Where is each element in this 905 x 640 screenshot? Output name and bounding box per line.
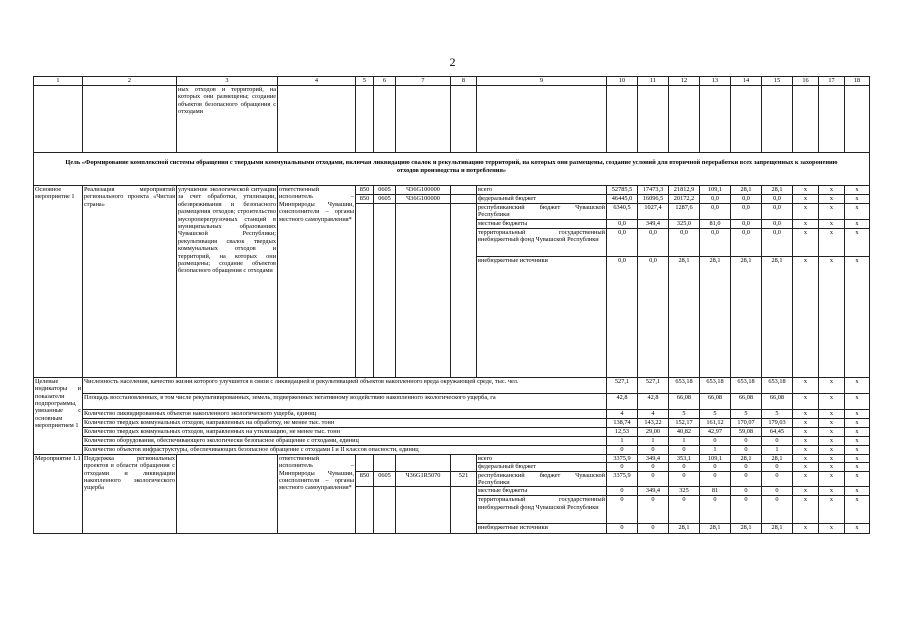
value-cell: 28,1 bbox=[731, 454, 762, 462]
value-cell: 152,17 bbox=[669, 418, 700, 427]
value-cell: x bbox=[845, 427, 870, 436]
indicator-row bbox=[34, 393, 870, 409]
table-cell bbox=[793, 86, 819, 153]
value-cell: 0 bbox=[607, 524, 638, 534]
budget-code: Ч36G100000 bbox=[396, 186, 451, 195]
value-cell: x bbox=[845, 228, 870, 256]
column-header: 13 bbox=[700, 77, 731, 86]
value-cell: 28,1 bbox=[762, 186, 793, 195]
value-cell: x bbox=[819, 256, 845, 377]
value-cell: 0 bbox=[731, 463, 762, 471]
value-cell: x bbox=[819, 409, 845, 418]
table-cell bbox=[819, 86, 845, 153]
value-cell: 16096,5 bbox=[638, 195, 669, 204]
value-cell: 81 bbox=[700, 487, 731, 496]
funding-source: местные бюджеты bbox=[477, 219, 607, 228]
funding-source: федеральный бюджет bbox=[477, 463, 607, 471]
table-cell bbox=[374, 86, 396, 153]
budget-code bbox=[451, 186, 477, 195]
value-cell: 170,07 bbox=[731, 418, 762, 427]
value-cell: 179,03 bbox=[762, 418, 793, 427]
value-cell: 0 bbox=[731, 471, 762, 487]
value-cell: x bbox=[845, 256, 870, 377]
table-cell bbox=[396, 454, 451, 471]
value-cell: x bbox=[845, 195, 870, 204]
value-cell: x bbox=[819, 195, 845, 204]
value-cell: 0 bbox=[607, 463, 638, 471]
responsible-executor: ответственный исполнитель – Минприроды Чувашии, соисполнители – органы местного самоуправления* bbox=[278, 186, 356, 378]
value-cell: x bbox=[845, 418, 870, 427]
value-cell: x bbox=[793, 436, 819, 445]
value-cell: 0 bbox=[762, 471, 793, 487]
funding-source: всего bbox=[477, 454, 607, 462]
value-cell: 28,1 bbox=[731, 256, 762, 377]
value-cell: x bbox=[793, 204, 819, 220]
value-cell: 1 bbox=[638, 436, 669, 445]
table-cell bbox=[356, 487, 374, 534]
value-cell: 28,1 bbox=[669, 524, 700, 534]
value-cell: 66,08 bbox=[700, 393, 731, 409]
value-cell: 0,0 bbox=[669, 228, 700, 256]
budget-code: 0605 bbox=[374, 186, 396, 195]
funding-source: территориальный государственный внебюджетный фонд Чувашской Республики bbox=[477, 228, 607, 256]
table-cell bbox=[374, 204, 396, 378]
value-cell: x bbox=[819, 427, 845, 436]
table-cell bbox=[731, 86, 762, 153]
event-name: Основное мероприятие 1 bbox=[34, 186, 83, 378]
funding-source: местные бюджеты bbox=[477, 487, 607, 496]
value-cell: x bbox=[845, 445, 870, 454]
indicator-text: Количество оборудования, обеспечивающего экологически безопасное обращение с отходами, единиц bbox=[83, 436, 607, 445]
value-cell: x bbox=[819, 454, 845, 462]
event-description: Поддержка региональных проектов в области обращения с отходами и ликвидации накопленного экологического ущерба bbox=[83, 454, 177, 534]
value-cell: x bbox=[793, 496, 819, 524]
value-cell: 0,0 bbox=[638, 228, 669, 256]
budget-code: 0605 bbox=[374, 195, 396, 204]
value-cell: 353,1 bbox=[669, 454, 700, 462]
indicator-text: Количество ликвидированных объектов накопленного экологического ущерба, единиц bbox=[83, 409, 607, 418]
value-cell: 0,0 bbox=[762, 219, 793, 228]
value-cell: 0 bbox=[607, 445, 638, 454]
page-number: 2 bbox=[449, 55, 456, 69]
value-cell: 29,00 bbox=[638, 427, 669, 436]
value-cell: 42,8 bbox=[607, 393, 638, 409]
budget-code bbox=[451, 195, 477, 204]
indicator-text: Численность населения, качество жизни которого улучшится в связи с ликвидацией и рекультивацией объектов накопленного вреда окружающей среде, тыс. чел. bbox=[83, 377, 607, 393]
value-cell: 52785,5 bbox=[607, 186, 638, 195]
value-cell: x bbox=[793, 393, 819, 409]
value-cell: 0 bbox=[669, 445, 700, 454]
column-header: 5 bbox=[356, 77, 374, 86]
value-cell: x bbox=[819, 524, 845, 534]
responsible-executor: ответственный исполнитель – Минприроды Чувашии, соисполнители – органы местного самоуправления* bbox=[278, 454, 356, 534]
value-cell: 28,1 bbox=[669, 256, 700, 377]
value-cell: 0 bbox=[700, 436, 731, 445]
indicator-row bbox=[34, 427, 870, 436]
goal-heading: Цель «Формирование комплексной системы обращения с твердыми коммунальными отходами, включая ликвидацию свалок и рекультивацию территорий, на которых они размещены, создание условий для вторичной переработки всех запрещенных к захоронению отходов производства и потребления» bbox=[34, 153, 870, 186]
value-cell: 1 bbox=[669, 436, 700, 445]
event-result: улучшение экологической ситуации за счет обработки, утилизации, обезвреживания и безопасного размещения отходов; строительство мусороперегрузочных станций в муниципальных образованиях Чувашской Республики; рекультивация свалок твердых коммунальных отходов и территорий, на которых они размещены; создание объектов безопасного обращения с отходами bbox=[177, 186, 278, 378]
table-cell bbox=[356, 204, 374, 378]
value-cell: x bbox=[819, 496, 845, 524]
value-cell: x bbox=[793, 445, 819, 454]
value-cell: 0 bbox=[607, 496, 638, 524]
indicator-row bbox=[34, 436, 870, 445]
value-cell: 3375,9 bbox=[607, 471, 638, 487]
table-cell bbox=[374, 454, 396, 471]
value-cell: x bbox=[819, 436, 845, 445]
value-cell: 0,0 bbox=[700, 204, 731, 220]
indicator-text: Количество твердых коммунальных отходов, направленных на обработку, не менее тыс. тонн bbox=[83, 418, 607, 427]
value-cell: 1287,6 bbox=[669, 204, 700, 220]
value-cell: x bbox=[819, 228, 845, 256]
value-cell: x bbox=[793, 409, 819, 418]
value-cell: x bbox=[819, 418, 845, 427]
indicator-text: Площадь восстановленных, в том числе рекультивированных, земель, подверженных негативному воздействию накопленного экологического ущерба, га bbox=[83, 393, 607, 409]
value-cell: 109,1 bbox=[700, 186, 731, 195]
event-result bbox=[177, 454, 278, 534]
value-cell: 0 bbox=[669, 471, 700, 487]
funding-source: территориальный государственный внебюджетный фонд Чувашской Республики bbox=[477, 496, 607, 524]
value-cell: x bbox=[819, 377, 845, 393]
table-cell bbox=[845, 86, 870, 153]
indicator-row bbox=[34, 377, 870, 393]
value-cell: 28,1 bbox=[762, 256, 793, 377]
value-cell: 138,74 bbox=[607, 418, 638, 427]
table-cell bbox=[638, 86, 669, 153]
column-header: 6 bbox=[374, 77, 396, 86]
value-cell: 653,18 bbox=[700, 377, 731, 393]
value-cell: x bbox=[793, 418, 819, 427]
value-cell: 28,1 bbox=[731, 186, 762, 195]
value-cell: 4 bbox=[638, 409, 669, 418]
value-cell: 66,08 bbox=[762, 393, 793, 409]
budget-code: 850 bbox=[356, 471, 374, 487]
table-cell bbox=[396, 487, 451, 534]
table-cell bbox=[278, 86, 356, 153]
indicator-row bbox=[34, 445, 870, 454]
value-cell: 5 bbox=[762, 409, 793, 418]
value-cell: 42,8 bbox=[638, 393, 669, 409]
value-cell: 0 bbox=[731, 496, 762, 524]
value-cell: 653,18 bbox=[669, 377, 700, 393]
column-header: 9 bbox=[477, 77, 607, 86]
column-header: 8 bbox=[451, 77, 477, 86]
value-cell: 0 bbox=[762, 496, 793, 524]
value-cell: 81,0 bbox=[700, 219, 731, 228]
value-cell: 349,4 bbox=[638, 487, 669, 496]
table-cell bbox=[669, 86, 700, 153]
value-cell: 0,0 bbox=[607, 228, 638, 256]
value-cell: x bbox=[793, 487, 819, 496]
table-cell bbox=[374, 487, 396, 534]
column-header: 10 bbox=[607, 77, 638, 86]
value-cell: 0,0 bbox=[607, 219, 638, 228]
value-cell: x bbox=[793, 219, 819, 228]
event-description: Реализация мероприятий регионального проекта «Чистая страна» bbox=[83, 186, 177, 378]
table-cell bbox=[34, 86, 83, 153]
value-cell: 0 bbox=[638, 471, 669, 487]
column-header: 14 bbox=[731, 77, 762, 86]
table-cell bbox=[356, 454, 374, 471]
table-cell bbox=[451, 86, 477, 153]
table-cell bbox=[451, 204, 477, 378]
table-cell bbox=[607, 86, 638, 153]
value-cell: 5 bbox=[669, 409, 700, 418]
funding-source: республиканский бюджет Чувашской Республики bbox=[478, 471, 605, 487]
m1-row bbox=[34, 186, 870, 195]
table-cell bbox=[451, 487, 477, 534]
value-cell: 0 bbox=[762, 436, 793, 445]
value-cell: 0,0 bbox=[731, 228, 762, 256]
program-table bbox=[33, 76, 870, 534]
value-cell: x bbox=[845, 186, 870, 195]
value-cell: 143,22 bbox=[638, 418, 669, 427]
column-header: 1 bbox=[34, 77, 83, 86]
funding-source: республиканский бюджет Чувашской Республики bbox=[478, 204, 605, 219]
value-cell: 0,0 bbox=[762, 195, 793, 204]
value-cell: 5 bbox=[731, 409, 762, 418]
funding-source: всего bbox=[477, 186, 607, 195]
value-cell: 40,82 bbox=[669, 427, 700, 436]
value-cell: x bbox=[845, 436, 870, 445]
indicator-row bbox=[34, 418, 870, 427]
column-header: 7 bbox=[396, 77, 451, 86]
value-cell: 0 bbox=[700, 463, 731, 471]
value-cell: 0 bbox=[638, 445, 669, 454]
value-cell: x bbox=[819, 487, 845, 496]
value-cell: 0 bbox=[638, 496, 669, 524]
table-cell bbox=[396, 86, 451, 153]
value-cell: 66,08 bbox=[669, 393, 700, 409]
value-cell: 0 bbox=[762, 463, 793, 471]
value-cell: 21812,9 bbox=[669, 186, 700, 195]
column-header: 17 bbox=[819, 77, 845, 86]
value-cell: 20172,2 bbox=[669, 195, 700, 204]
value-cell: 349,4 bbox=[638, 454, 669, 462]
value-cell: 0 bbox=[669, 496, 700, 524]
value-cell: x bbox=[845, 204, 870, 220]
funding-source: внебюджетные источники bbox=[477, 256, 607, 377]
header-row bbox=[34, 77, 870, 86]
budget-code: Ч36G100000 bbox=[396, 195, 451, 204]
value-cell: x bbox=[845, 463, 870, 471]
value-cell: 28,1 bbox=[700, 524, 731, 534]
value-cell: 0,0 bbox=[731, 204, 762, 220]
value-cell: 0,0 bbox=[731, 219, 762, 228]
value-cell: 4 bbox=[607, 409, 638, 418]
table-cell bbox=[396, 204, 451, 378]
value-cell: x bbox=[793, 377, 819, 393]
table-cell bbox=[356, 86, 374, 153]
value-cell: x bbox=[793, 186, 819, 195]
value-cell: 161,12 bbox=[700, 418, 731, 427]
goal-row bbox=[34, 153, 870, 186]
value-cell: 28,1 bbox=[762, 454, 793, 462]
column-header: 11 bbox=[638, 77, 669, 86]
value-cell: x bbox=[845, 454, 870, 462]
value-cell: x bbox=[793, 454, 819, 462]
value-cell: x bbox=[845, 409, 870, 418]
value-cell: 0 bbox=[669, 463, 700, 471]
value-cell: x bbox=[819, 219, 845, 228]
value-cell: 653,18 bbox=[762, 377, 793, 393]
value-cell: x bbox=[819, 463, 845, 471]
value-cell: 527,1 bbox=[638, 377, 669, 393]
budget-code: 0605 bbox=[374, 471, 396, 487]
column-header: 15 bbox=[762, 77, 793, 86]
value-cell: 6340,5 bbox=[607, 204, 638, 220]
value-cell: x bbox=[845, 393, 870, 409]
value-cell: 0,0 bbox=[762, 228, 793, 256]
indicators-label: Целевые индикаторы и показатели подпрограммы, увязанные с основным мероприятием 1 bbox=[34, 377, 83, 454]
value-cell: x bbox=[845, 471, 870, 487]
value-cell: 325 bbox=[669, 487, 700, 496]
table-cell bbox=[700, 86, 731, 153]
value-cell: x bbox=[793, 427, 819, 436]
column-header: 18 bbox=[845, 77, 870, 86]
column-header: 3 bbox=[177, 77, 278, 86]
value-cell: 653,18 bbox=[731, 377, 762, 393]
value-cell: x bbox=[819, 471, 845, 487]
value-cell: 17473,3 bbox=[638, 186, 669, 195]
value-cell: 325,0 bbox=[669, 219, 700, 228]
indicator-text: Количество твердых коммунальных отходов, направленных на утилизацию, не менее тыс. тонн bbox=[83, 427, 607, 436]
budget-code: 521 bbox=[451, 471, 477, 487]
budget-code: 850 bbox=[356, 186, 374, 195]
value-cell: 0,0 bbox=[731, 195, 762, 204]
column-header: 16 bbox=[793, 77, 819, 86]
value-cell: 109,1 bbox=[700, 454, 731, 462]
value-cell: 1 bbox=[762, 445, 793, 454]
continuation-row bbox=[34, 86, 870, 153]
value-cell: 64,45 bbox=[762, 427, 793, 436]
value-cell: 0,0 bbox=[700, 195, 731, 204]
table-cell bbox=[762, 86, 793, 153]
value-cell: 0 bbox=[731, 436, 762, 445]
value-cell: x bbox=[793, 524, 819, 534]
budget-code: 850 bbox=[356, 195, 374, 204]
value-cell: 28,1 bbox=[700, 256, 731, 377]
value-cell: 42,97 bbox=[700, 427, 731, 436]
value-cell: 66,08 bbox=[731, 393, 762, 409]
value-cell: x bbox=[819, 186, 845, 195]
value-cell: x bbox=[845, 377, 870, 393]
value-cell: 3375,9 bbox=[607, 454, 638, 462]
value-cell: x bbox=[793, 228, 819, 256]
value-cell: 12,53 bbox=[607, 427, 638, 436]
value-cell: x bbox=[819, 393, 845, 409]
indicator-text: Количество объектов инфраструктуры, обеспечивающих безопасное обращение с отходами I и II классов опасности, единиц bbox=[83, 445, 607, 454]
value-cell: 0 bbox=[731, 445, 762, 454]
m11-row bbox=[34, 454, 870, 462]
value-cell: x bbox=[793, 195, 819, 204]
value-cell: 0 bbox=[638, 524, 669, 534]
table-cell bbox=[451, 454, 477, 471]
continuation-text: ных отходов и территорий, на которых они размещены; создание объектов безопасного обращения с отходами bbox=[177, 86, 278, 153]
value-cell: 46445,0 bbox=[607, 195, 638, 204]
value-cell: x bbox=[793, 256, 819, 377]
value-cell: 0,0 bbox=[638, 256, 669, 377]
value-cell: 0 bbox=[762, 487, 793, 496]
value-cell: x bbox=[819, 204, 845, 220]
value-cell: x bbox=[793, 471, 819, 487]
value-cell: x bbox=[845, 524, 870, 534]
value-cell: x bbox=[793, 463, 819, 471]
budget-code: Ч36G1R5070 bbox=[396, 471, 451, 487]
value-cell: x bbox=[845, 496, 870, 524]
funding-source: внебюджетные источники bbox=[477, 524, 607, 534]
value-cell: 1 bbox=[607, 436, 638, 445]
value-cell: x bbox=[819, 445, 845, 454]
value-cell: 0,0 bbox=[607, 256, 638, 377]
value-cell: 5 bbox=[700, 409, 731, 418]
value-cell: x bbox=[845, 219, 870, 228]
table-cell bbox=[477, 86, 607, 153]
value-cell: 0 bbox=[607, 487, 638, 496]
column-header: 4 bbox=[278, 77, 356, 86]
value-cell: 1027,4 bbox=[638, 204, 669, 220]
value-cell: 349,4 bbox=[638, 219, 669, 228]
column-header: 2 bbox=[83, 77, 177, 86]
value-cell: 1 bbox=[700, 445, 731, 454]
value-cell: x bbox=[845, 487, 870, 496]
value-cell: 0 bbox=[700, 471, 731, 487]
table-cell bbox=[83, 86, 177, 153]
value-cell: 527,1 bbox=[607, 377, 638, 393]
value-cell: 0,0 bbox=[762, 204, 793, 220]
value-cell: 28,1 bbox=[731, 524, 762, 534]
value-cell: 59,08 bbox=[731, 427, 762, 436]
value-cell: 28,1 bbox=[762, 524, 793, 534]
value-cell: 0,0 bbox=[700, 228, 731, 256]
value-cell: 0 bbox=[638, 463, 669, 471]
funding-source: федеральный бюджет bbox=[477, 195, 607, 204]
value-cell: 0 bbox=[700, 496, 731, 524]
event-name: Мероприятие 1.1 bbox=[34, 454, 83, 534]
column-header: 12 bbox=[669, 77, 700, 86]
indicator-row bbox=[34, 409, 870, 418]
value-cell: 0 bbox=[731, 487, 762, 496]
